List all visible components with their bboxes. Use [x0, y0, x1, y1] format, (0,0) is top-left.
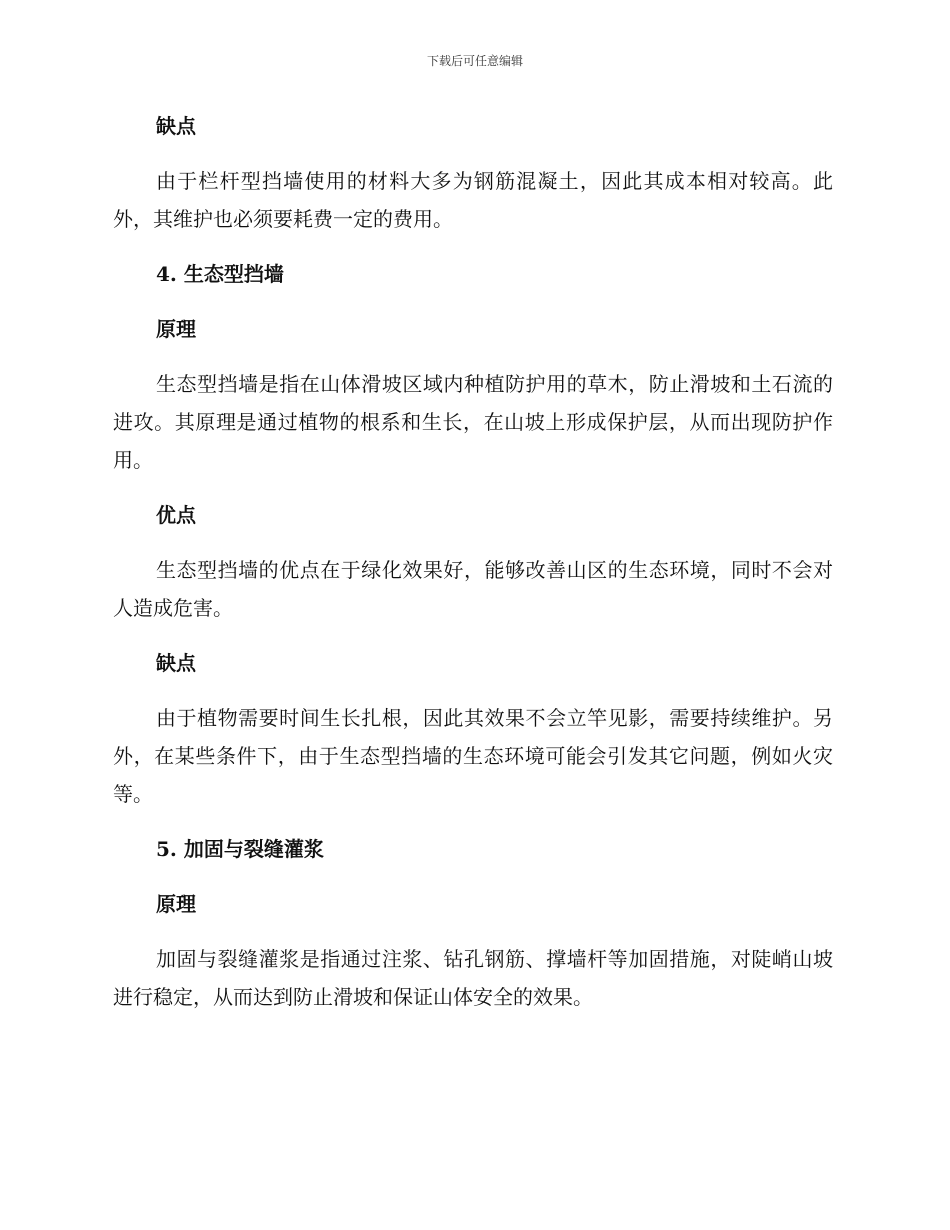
page-header: 下载后可任意编辑	[426, 54, 523, 68]
section-heading-ecological-wall: 4. 生态型挡墙	[156, 262, 284, 286]
paragraph-advantages-ecological: 生态型挡墙的优点在于绿化效果好，能够改善山区的生态环境，同时不会对人造成危害。	[113, 558, 833, 620]
section-heading-principle-grouting: 原理	[156, 892, 196, 916]
paragraph-disadvantages-railing: 由于栏杆型挡墙使用的材料大多为钢筋混凝土，因此其成本相对较高。此外，其维护也必须要耗费一定的费用。	[113, 169, 833, 231]
section-heading-principle-ecological: 原理	[156, 317, 196, 341]
paragraph-principle-grouting: 加固与裂缝灌浆是指通过注浆、钻孔钢筋、撑墙杆等加固措施，对陡峭山坡进行稳定，从而达到防止滑坡和保证山体安全的效果。	[113, 947, 833, 1009]
document-body	[113, 107, 833, 1016]
section-heading-advantages-ecological: 优点	[156, 503, 196, 527]
section-heading-reinforcement-grouting: 5. 加固与裂缝灌浆	[156, 837, 324, 861]
paragraph-disadvantages-ecological: 由于植物需要时间生长扎根，因此其效果不会立竿见影，需要持续维护。另外，在某些条件下，由于生态型挡墙的生态环境可能会引发其它问题，例如火灾等。	[113, 706, 833, 806]
section-heading-disadvantages-railing: 缺点	[156, 114, 196, 138]
section-heading-disadvantages-ecological: 缺点	[156, 651, 196, 675]
paragraph-principle-ecological: 生态型挡墙是指在山体滑坡区域内种植防护用的草木，防止滑坡和土石流的进攻。其原理是通过植物的根系和生长，在山坡上形成保护层，从而出现防护作用。	[113, 372, 833, 472]
